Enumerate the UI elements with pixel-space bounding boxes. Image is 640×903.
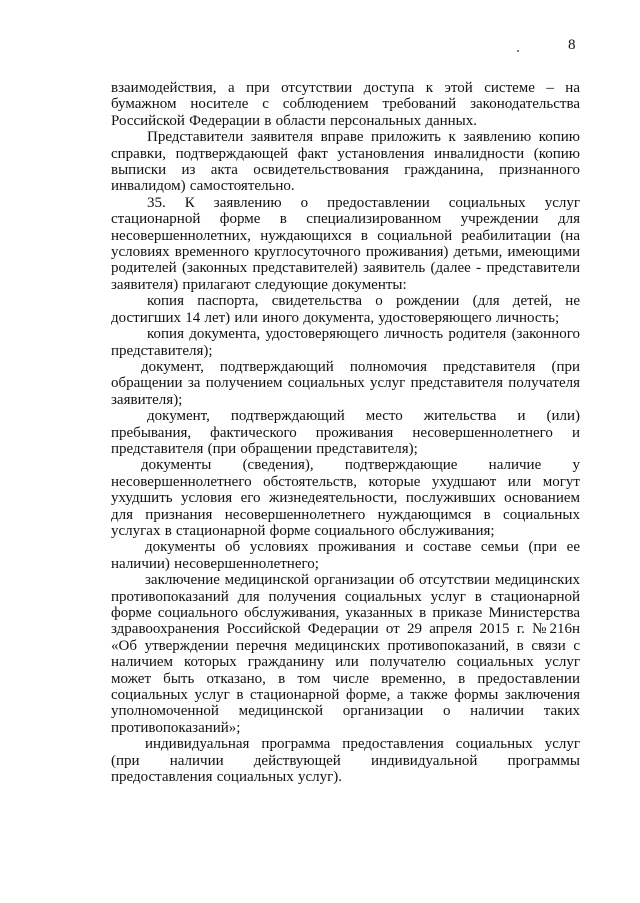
list-item-circumstances-documents: документы (сведения), подтверждающие наличие у несовершеннолетнего обстоятельств, которые ухудшают или могут ухудшить условия его жизнедеятельности, послуживших основанием для признания несовершеннолетнего нуждающимся в социальных услугах в стационарной форме социального обслуживания; xyxy=(111,457,580,539)
list-item-residence-document: документ, подтверждающий место жительства и (или) пребывания, фактического проживания несовершеннолетнего и представителя (при обращении представителя); xyxy=(111,408,580,457)
list-item-passport-copy: копия паспорта, свидетельства о рождении (для детей, не достигших 14 лет) или иного документа, удостоверяющего личность; xyxy=(111,293,580,326)
scan-speck xyxy=(517,50,519,52)
list-item-individual-program: индивидуальная программа предоставления социальных услуг (при наличии действующей индивидуальной программы предоставления социальных услуг). xyxy=(111,736,580,786)
page-number: 8 xyxy=(568,37,576,53)
list-item-authority-document: документ, подтверждающий полномочия представителя (при обращении за получением социальных услуг представителя получателя заявителя); xyxy=(111,358,580,408)
list-item-living-conditions: документы об условиях проживания и составе семьи (при ее наличии) несовершеннолетнего; xyxy=(111,539,580,572)
paragraph-representatives-disability: Представители заявителя вправе приложить к заявлению копию справки, подтверждающей факт установления инвалидности (копию выписки из акта освидетельствования гражданина, признанного инвалидом) самостоятельно. xyxy=(111,129,580,195)
list-item-medical-conclusion: заключение медицинской организации об отсутствии медицинских противопоказаний для получения социальных услуг в стационарной форме социального обслуживания, указанных в приказе Министерства здравоохранения Российской Федерации от 29 апреля 2015 г. №216н «Об утверждении перечня медицинских противопоказаний, в связи с наличием которых гражданину или получателю социальных услуг может быть отказано, в том числе временно, в предоставлении социальных услуг в стационарной форме, а также формы заключения уполномоченной медицинской организации о наличии таких противопоказаний»; xyxy=(111,572,580,736)
document-body xyxy=(111,80,580,785)
paragraph-continuation: взаимодействия, а при отсутствии доступа к этой системе – на бумажном носителе с соблюдением требований законодательства Российской Федерации в области персональных данных. xyxy=(111,80,580,129)
list-item-parent-id-copy: копия документа, удостоверяющего личность родителя (законного представителя); xyxy=(111,326,580,359)
paragraph-item-35: 35. К заявлению о предоставлении социальных услуг стационарной форме в специализированном учреждении для несовершеннолетних, нуждающихся в социальной реабилитации (на условиях временного круглосуточного проживания) детьми, имеющими родителей (законных представителей) заявитель (далее - представители заявителя) прилагают следующие документы: xyxy=(111,194,580,293)
